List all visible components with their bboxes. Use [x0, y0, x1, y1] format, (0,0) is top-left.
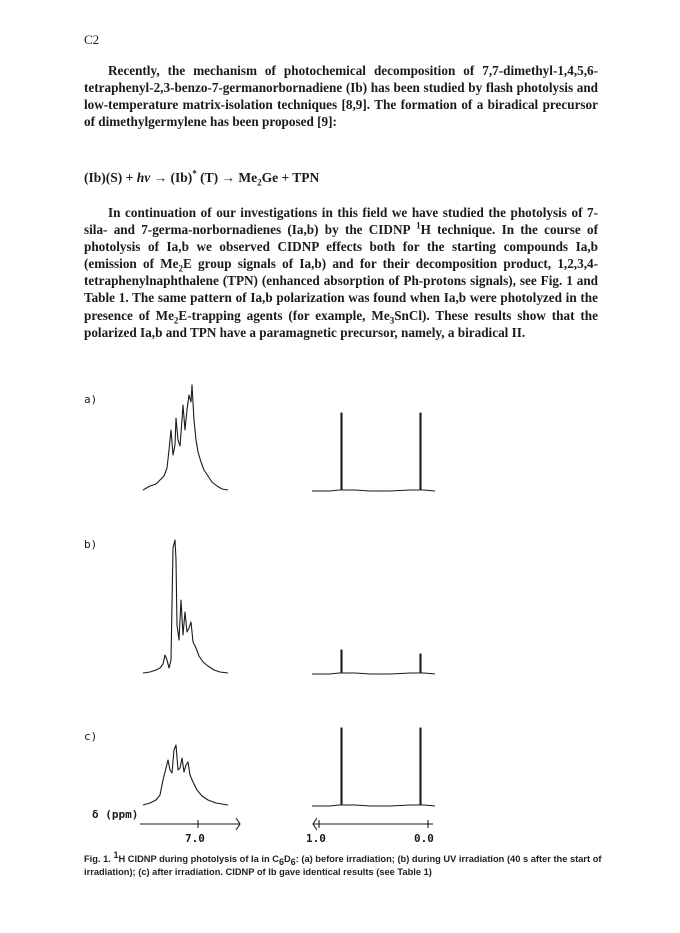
panel-label-a: a) — [84, 393, 98, 406]
p2-s1: In continuation of our investigations in this field we have studied the photolysis of 7-sila- and 7-germa-norbornadienes (Ia,b) by the CIDNP — [84, 205, 598, 238]
eq-part-d: Ge + TPN — [261, 170, 320, 185]
tick-label-1: 1.0 — [306, 832, 326, 845]
spectrum-a-aromatic — [143, 385, 228, 490]
paragraph-1-text: Recently, the mechanism of photochemical decomposition of 7,7-dimethyl-1,4,5,6-tetraphenyl-2,3-benzo-7-germanorbornadiene (Ib) has been studied by flash photolysis and low-temperature matrix-isolation techniques [8,9]. The formation of a biradical precursor of dimethylgermylene has been proposed [9]: — [84, 63, 598, 130]
caption-part-4: : (a) before irradiation; (b) during UV irradiation (40 s after the start of irradiation); (c) after irradiation. CIDNP of Ib gave identical results (see Table 1) — [84, 854, 602, 877]
spectrum-c-aromatic — [143, 745, 228, 805]
figure-caption — [84, 849, 624, 879]
p2-sub1: 2 — [178, 263, 184, 274]
eq-part-b: → (Ib) — [150, 170, 193, 185]
p2-sup1: 1 — [416, 220, 421, 231]
eq-sub: 2 — [257, 177, 262, 188]
tick-label-0: 0.0 — [414, 832, 434, 845]
panel-label-c: c) — [84, 730, 98, 743]
eq-part-c: (T) → Me — [196, 170, 258, 185]
p2-s4: E-trapping agents (for example, Me — [178, 307, 390, 323]
eq-star: * — [192, 168, 197, 179]
spectrum-b-aromatic — [143, 540, 228, 673]
p2-s3: E group signals of Ia,b) and for their decomposition product, 1,2,3,4-tetraphenylnaphthalene (TPN) (enhanced absorption of Ph-protons signals), see Fig. 1 and Table 1. The same pattern of Ia,b polarization was found when Ia,b were photolyzed in the presence of Me — [84, 256, 598, 323]
eq-part-a: (Ib)(S) + — [84, 170, 137, 185]
page-label: C2 — [84, 32, 100, 47]
caption-prefix: Fig. 1. — [84, 854, 114, 864]
caption-sub-a: 6 — [278, 856, 284, 867]
p2-sub2: 2 — [173, 315, 179, 326]
caption-sup: 1 — [113, 849, 119, 860]
eq-hv: hν — [136, 170, 151, 185]
panel-label-b: b) — [84, 538, 98, 551]
spectrum-b-methyl — [312, 650, 435, 674]
p2-s5: SnCl). These results show that the polarized Ia,b and TPN have a paramagnetic precursor, namely, a biradical II. — [84, 307, 598, 340]
p2-s2: H technique. In the course of photolysis of Ia,b we observed CIDNP effects both for the starting compounds Ia,b (emission of Me — [84, 222, 598, 272]
caption-part-3: D — [283, 854, 291, 864]
delta-axis-label: δ (ppm) — [92, 808, 139, 821]
spectrum-c-methyl — [312, 728, 435, 806]
tick-label-7: 7.0 — [185, 832, 205, 845]
caption-sub-b: 6 — [290, 856, 296, 867]
caption-part-2: H CIDNP during photolysis of Ia in C — [118, 854, 279, 864]
spectrum-a-methyl — [312, 413, 435, 491]
p2-sub3: 3 — [389, 315, 395, 326]
